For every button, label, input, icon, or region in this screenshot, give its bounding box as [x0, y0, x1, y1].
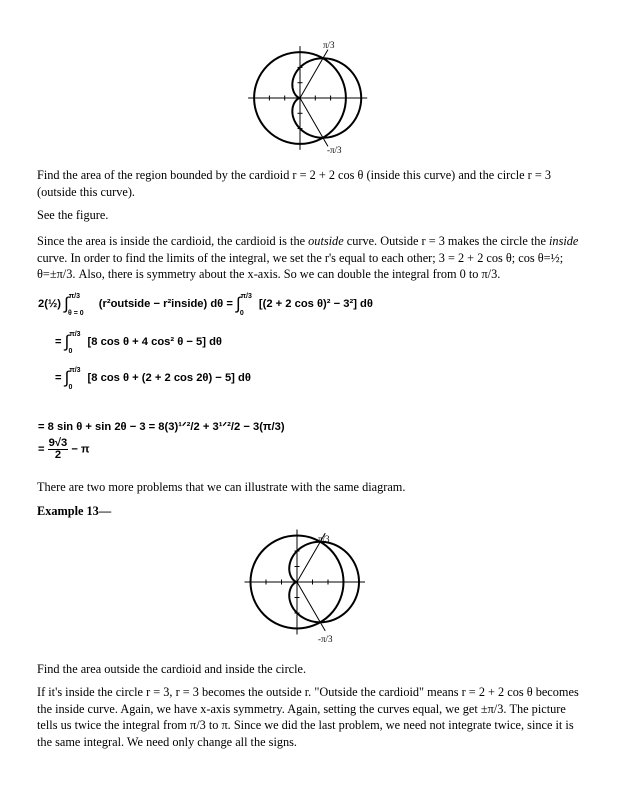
figure2-label-top: π/3	[318, 534, 330, 544]
ray-neg-pi-over-3	[300, 98, 328, 146]
ray-pi-over-3	[300, 50, 328, 98]
example-heading: Example 13—	[37, 504, 112, 518]
figure1-label-bottom: -π/3	[327, 145, 342, 155]
math-line-1: 2(½) ∫$^{\pi/3}_{\theta = 0}$ (r²outside − r²inside) dθ = ∫$^{\pi/3}_0$ [(2 + 2 cos θ)² − 3²] dθ	[38, 293, 373, 317]
math-line-2: = ∫$^{\pi/3}_0$ [8 cos θ + 4 cos² θ − 5] dθ	[55, 331, 222, 355]
two-more-text: There are two more problems that we can illustrate with the same diagram.	[37, 480, 406, 494]
problem2-text: Find the area outside the cardioid and inside the circle.	[37, 662, 307, 676]
see-figure-text: See the figure.	[37, 208, 109, 222]
explanation2-text: If it's inside the circle r = 3, r = 3 becomes the outside r. "Outside the cardioid" means r = 2 + 2 cos θ becomes the inside curve. Again, we have x-axis symmetry. Again, setting the curves equal, we get ±π/3. The picture tells us twice the integral from π/3 to π. Since we did the last problem, we need not integrate twice, since it is the same integral. We need only change all the signs.	[37, 685, 579, 749]
math-line-3: = ∫$^{\pi/3}_0$ [8 cos θ + (2 + 2 cos 2θ) − 5] dθ	[55, 367, 251, 391]
math-line-5: = $\frac{9√3}{2}$ − π	[38, 437, 90, 461]
figure-cardioid-circle-1	[0, 0, 617, 160]
ray-neg-pi-over-3	[297, 582, 325, 631]
figure2-label-bottom: -π/3	[318, 634, 333, 644]
explanation-text: Since the area is inside the cardioid, the cardioid is the outside curve. Outside r = 3 makes the circle the inside curve. In order to find the limits of the integral, we set the r's equal to each other; 3 = 2 + 2 cos θ; cos θ=½; θ=±π/3. Also, there is symmetry about the x-axis. So we can double the integral from 0 to π/3.	[37, 234, 579, 281]
problem-text: Find the area of the region bounded by the cardioid r = 2 + 2 cos θ (inside this curve) and the circle r = 3 (outside this curve).	[37, 168, 551, 199]
figure-cardioid-circle-2	[0, 527, 617, 657]
math-line-4: = 8 sin θ + sin 2θ − 3 = 8(3)¹ᐟ²/2 + 3¹ᐟ²/2 − 3(π/3)	[38, 421, 285, 433]
figure1-label-top: π/3	[323, 40, 335, 50]
